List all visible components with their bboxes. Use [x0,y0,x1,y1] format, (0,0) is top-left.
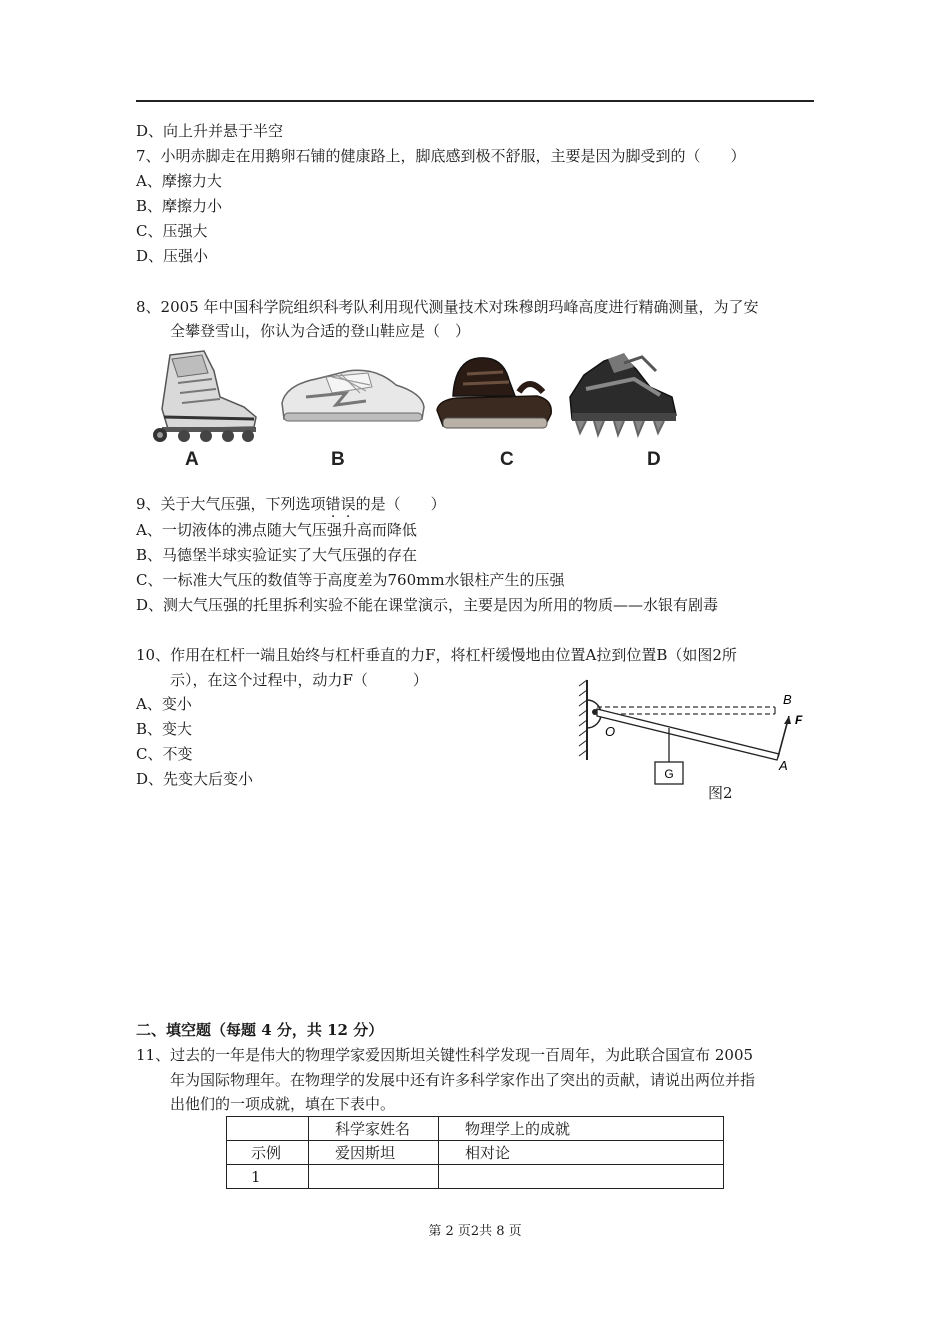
q6-option-d: D、向上升并悬于半空 [136,122,284,140]
label-o: O [605,724,616,739]
q10-option-b: B、变大 [136,720,193,738]
label-f: F [795,713,803,727]
q9-option-b: B、马德堡半球实验证实了大气压强的存在 [136,546,418,564]
q8-stem-line1: 8、2005 年中国科学院组织科考队利用现代测量技术对珠穆朗玛峰高度进行精确测量，为了安 [136,298,759,316]
table-header-cell [227,1117,309,1141]
label-a: A [779,758,788,773]
crampon-boot-image [564,349,680,441]
q7-option-c: C、压强大 [136,222,208,240]
table-cell: 相对论 [439,1141,724,1165]
q10-option-c: C、不变 [136,745,193,763]
q11-line2: 年为国际物理年。在物理学的发展中还有许多科学家作出了突出的贡献，请说出两位并指 [170,1071,756,1089]
label-b: B [783,692,792,707]
table-cell-achievement-input[interactable] [439,1165,724,1189]
header-rule [136,100,814,102]
q10-stem-line2: 示），在这个过程中，动力F（ ） [170,671,428,689]
q10-stem-line1: 10、作用在杠杆一端且始终与杠杆垂直的力F，将杠杆缓慢地由位置A拉到位置B（如图2所 [136,646,737,664]
table-cell: 爱因斯坦 [309,1141,439,1165]
table-cell: 示例 [227,1141,309,1165]
q9-emphasis-2: 误 [340,495,356,513]
table-header-cell: 科学家姓名 [309,1117,439,1141]
scientist-table [226,1116,724,1189]
shoe-label-d: D [647,449,661,470]
table-header-row [227,1117,724,1141]
q7-stem: 7、小明赤脚走在用鹅卵石铺的健康路上，脚底感到极不舒服，主要是因为脚受到的（ ） [136,147,746,165]
shoe-label-c: C [500,449,514,470]
q7-option-d: D、压强小 [136,247,209,265]
label-g: G [664,767,674,781]
q9-option-d: D、测大气压强的托里拆利实验不能在课堂演示，主要是因为所用的物质——水银有剧毒 [136,596,719,614]
page-footer: 第 2 页2共 8 页 [428,1224,522,1239]
q9-option-c: C、一标准大气压的数值等于高度差为760mm水银柱产生的压强 [136,571,565,589]
q10-option-d: D、先变大后变小 [136,770,254,788]
inline-skate-image [148,349,260,443]
q7-option-b: B、摩擦力小 [136,197,223,215]
table-header-cell: 物理学上的成就 [439,1117,724,1141]
shoe-label-b: B [331,449,345,470]
q9-stem: 9、关于大气压强，下列选项错误的是（ ） [136,495,446,513]
q11-line1: 11、过去的一年是伟大的物理学家爱因斯坦关键性科学发现一百周年，为此联合国宣布 2005 [136,1046,754,1064]
table-row [227,1141,724,1165]
q9-emphasis-1: 错 [325,495,341,513]
sneaker-image [276,363,428,429]
lever-diagram [575,676,815,792]
table-cell-scientist-input[interactable] [309,1165,439,1189]
q10-option-a: A、变小 [136,695,192,713]
q7-option-a: A、摩擦力大 [136,172,222,190]
q11-line3: 出他们的一项成就，填在下表中。 [170,1095,396,1113]
figure-caption: 图2 [708,784,733,802]
section-title: 二、填空题（每题 4 分，共 12 分） [136,1021,384,1039]
table-row [227,1165,724,1189]
sandal-image [433,352,555,436]
shoe-label-a: A [185,449,199,470]
q8-stem-line2: 全攀登雪山，你认为合适的登山鞋应是（ ） [170,322,471,340]
q9-option-a: A、一切液体的沸点随大气压强升高而降低 [136,521,417,539]
table-cell: 1 [227,1165,309,1189]
